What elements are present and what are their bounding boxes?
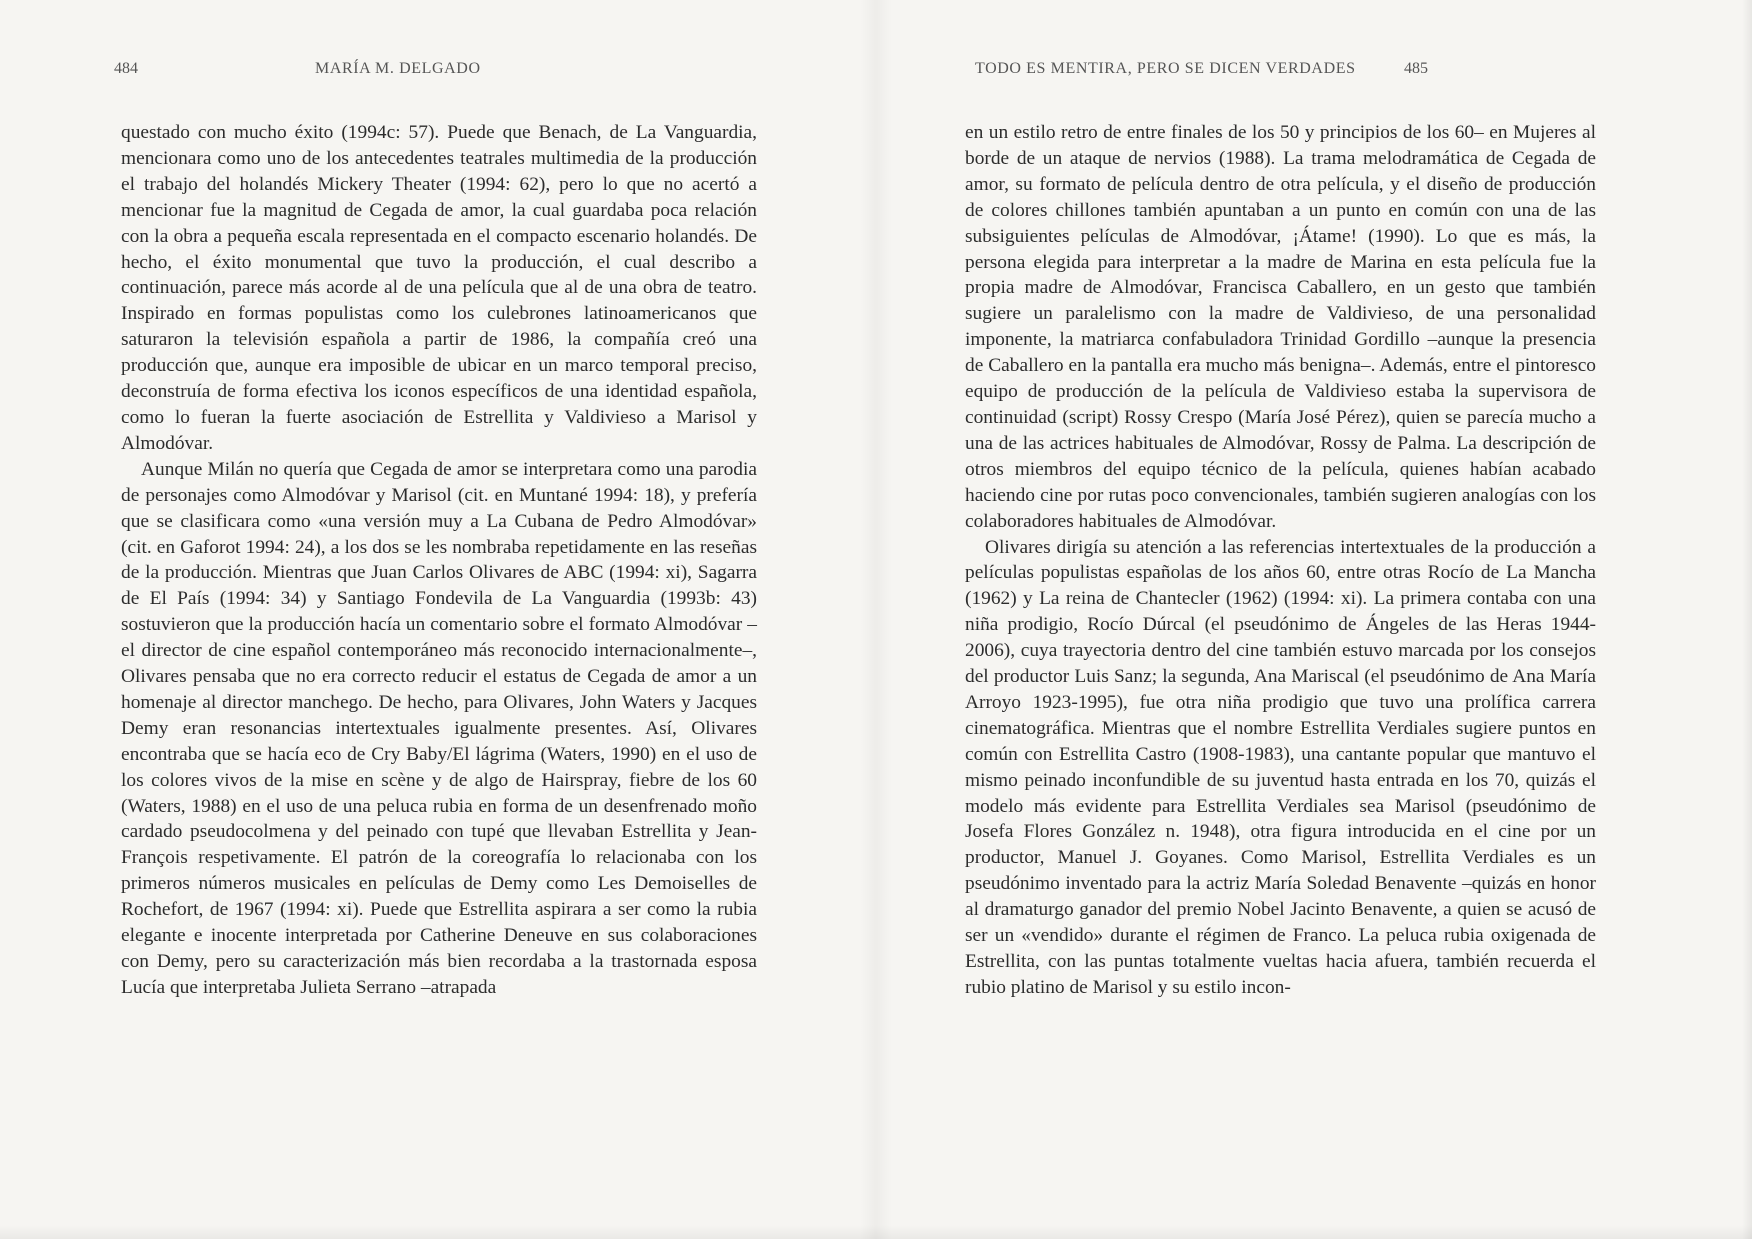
- running-head-author: MARÍA M. DELGADO: [315, 60, 481, 77]
- right-page: [876, 0, 1752, 1239]
- left-page-body: [121, 120, 757, 1001]
- scan-bottom-edge: [0, 1225, 1752, 1239]
- right-page-body: [965, 120, 1596, 1001]
- page-number-right: 485: [1404, 60, 1428, 77]
- paragraph: Olivares dirigía su atención a las referencias intertextuales de la producción a películas populistas españolas de los años 60, entre otras Rocío de La Mancha (1962) y La reina de Chantecler (1962) (1994: xi). La primera contaba con una niña prodigio, Rocío Dúrcal (el pseudónimo de Ángeles de las Heras 1944-2006), cuya trayectoria dentro del cine también estuvo marcada por los consejos del productor Luis Sanz; la segunda, Ana Mariscal (el pseudónimo de Ana María Arroyo 1923-1995), fue otra niña prodigio que tuvo una prolífica carrera cinematográfica. Mientras que el nombre Estrellita Verdiales sugiere puntos en común con Estrellita Castro (1908-1983), una cantante popular que mantuvo el mismo peinado inconfundible de su juventud hasta entrada en los 70, quizás el modelo más evidente para Estrellita Verdiales sea Marisol (pseudónimo de Josefa Flores González n. 1948), otra figura introducida en el cine por un productor, Manuel J. Goyanes. Como Marisol, Estrellita Verdiales es un pseudónimo inventado para la actriz María Soledad Benavente –quizás en honor al dramaturgo ganador del premio Nobel Jacinto Benavente, a quien se acusó de ser un «vendido» durante el régimen de Franco. La peluca rubia oxigenada de Estrellita, con las puntas totalmente vueltas hacia afuera, también recuerda el rubio platino de Marisol y su estilo incon-: [965, 536, 1596, 998]
- paragraph: questado con mucho éxito (1994c: 57). Puede que Benach, de La Vanguardia, mencionara como uno de los antecedentes teatrales multimedia de la producción el trabajo del holandés Mickery Theater (1994: 62), pero lo que no acertó a mencionar fue la magnitud de Cegada de amor, la cual guardaba poca relación con la obra a pequeña escala representada en el compacto escenario holandés. De hecho, el éxito monumental que tuvo la producción, el cual describo a continuación, parece más acorde al de una película que al de una obra de teatro. Inspirado en formas populistas como los culebrones latinoamericanos que saturaron la televisión española a partir de 1986, la compañía creó una producción que, aunque era imposible de ubicar en un marco temporal preciso, deconstruía de forma efectiva los iconos específicos de una identidad española, como lo fueran la fuerte asociación de Estrellita y Valdivieso a Marisol y Almodóvar.: [121, 122, 757, 454]
- paragraph: Aunque Milán no quería que Cegada de amor se interpretara como una parodia de personajes como Almodóvar y Marisol (cit. en Muntané 1994: 18), y prefería que se clasificara como «una versión muy a La Cubana de Pedro Almodóvar» (cit. en Gaforot 1994: 24), a los dos se les nombraba repetidamente en las reseñas de la producción. Mientras que Juan Carlos Olivares de ABC (1994: xi), Sagarra de El País (1994: 34) y Santiago Fondevila de La Vanguardia (1993b: 43) sostuvieron que la producción hacía un comentario sobre el formato Almodóvar –el director de cine español contemporáneo más reconocido internacionalmente–, Olivares pensaba que no era correcto reducir el estatus de Cegada de amor a un homenaje al director manchego. De hecho, para Olivares, John Waters y Jacques Demy eran resonancias intertextuales igualmente presentes. Así, Olivares encontraba que se hacía eco de Cry Baby/El lágrima (Waters, 1990) en el uso de los colores vivos de la mise en scène y de algo de Hairspray, fiebre de los 60 (Waters, 1988) en el uso de una peluca rubia en forma de un desenfrenado moño cardado pseudocolmena y del peinado con tupé que llevaban Estrellita y Jean-François respetivamente. El patrón de la coreografía lo relacionaba con los primeros números musicales en películas de Demy como Les Demoiselles de Rochefort, de 1967 (1994: xi). Puede que Estrellita aspirara a ser como la rubia elegante e inocente interpretada por Catherine Deneuve en sus colaboraciones con Demy, pero su caracterización más bien recordaba a la trastornada esposa Lucía que interpretaba Julieta Serrano –atrapada: [121, 458, 757, 998]
- paragraph: en un estilo retro de entre finales de los 50 y principios de los 60– en Mujeres al borde de un ataque de nervios (1988). La trama melodramática de Cegada de amor, su formato de película dentro de otra película, y el diseño de producción de colores chillones también apuntaban a un punto en común con una de las subsiguientes películas de Almodóvar, ¡Átame! (1990). Lo que es más, la persona elegida para interpretar a la madre de Marina en esta película fue la propia madre de Almodóvar, Francisca Caballero, en un gesto que también sugiere un paralelismo con la madre de Valdivieso, de una personalidad imponente, la matriarca confabuladora Trinidad Gordillo –aunque la presencia de Caballero en la pantalla era mucho más benigna–. Además, entre el pintoresco equipo de producción de la película de Valdivieso estaba la supervisora de continuidad (script) Rossy Crespo (María José Pérez), quien se parecía mucho a una de las actrices habituales de Almodóvar, Rossy de Palma. La descripción de otros miembros del equipo técnico de la película, quienes habían acabado haciendo cine por rutas poco convencionales, también sugieren analogías con los colaboradores habituales de Almodóvar.: [965, 122, 1596, 532]
- running-head-title: TODO ES MENTIRA, PERO SE DICEN VERDADES: [975, 60, 1356, 77]
- page-number-left: 484: [114, 60, 138, 77]
- page-edge-shadow: [1742, 0, 1752, 1239]
